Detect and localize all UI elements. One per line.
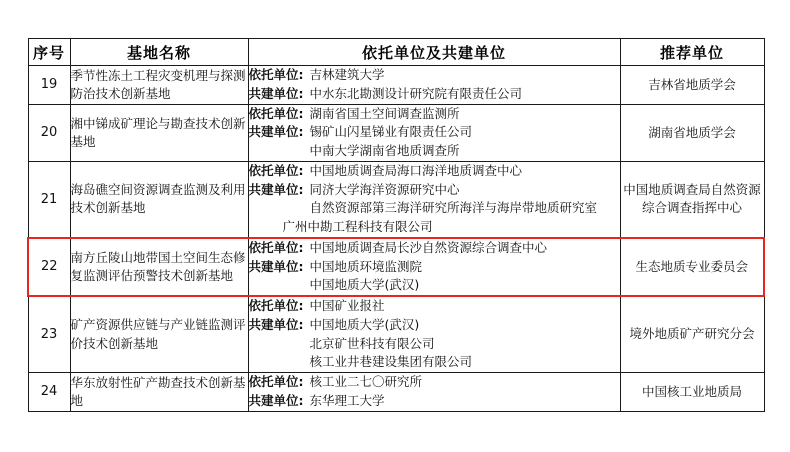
row-base-name: 矿产资源供应链与产业链监测评价技术创新基地: [70, 296, 248, 373]
cobuild-unit-value: 中国地质大学(武汉): [309, 316, 420, 332]
header-units: 依托单位及共建单位: [248, 39, 620, 66]
innovation-base-table: [27, 38, 765, 412]
cobuild-unit-value: 中国地质大学(武汉): [309, 277, 420, 293]
support-unit-values: [310, 162, 620, 181]
row-units: [248, 373, 620, 412]
cobuild-unit-value: 核工业井巷建设集团有限公司: [309, 354, 473, 370]
table-header-row: [28, 39, 764, 66]
row-base-name: 华东放射性矿产勘查技术创新基地: [70, 373, 248, 412]
support-unit-label: 依托单位:: [248, 67, 304, 82]
row-index: 23: [28, 296, 70, 373]
row-index: 21: [28, 161, 70, 238]
support-unit-values: [310, 297, 620, 316]
row-units: [248, 66, 620, 105]
row-units: [248, 104, 620, 161]
table-row: [28, 296, 764, 373]
cobuild-unit-value: 自然资源部第三海洋研究所海洋与海岸带地质研究室: [309, 200, 598, 216]
row-index: 19: [28, 66, 70, 105]
row-recommender: 中国核工业地质局: [620, 373, 764, 412]
cobuild-unit-values: [310, 123, 620, 161]
cobuild-unit-values: [310, 258, 620, 296]
support-unit-value: 中国地质调查局长沙自然资源综合调查中心: [309, 239, 548, 255]
support-unit-label: 依托单位:: [248, 374, 304, 389]
row-index: 20: [28, 104, 70, 161]
support-unit-value: 中国矿业报社: [309, 298, 385, 313]
support-unit-value: 核工业二七〇研究所: [309, 374, 423, 389]
support-unit-group: [249, 105, 620, 124]
cobuild-unit-group: [249, 181, 620, 219]
row-base-name: 海岛礁空间资源调查监测及利用技术创新基地: [70, 161, 248, 238]
header-index: 序号: [28, 39, 70, 66]
support-unit-group: [249, 66, 620, 85]
support-unit-label: 依托单位:: [248, 239, 304, 255]
table-row: [28, 161, 764, 238]
table-body: [28, 66, 764, 412]
row-recommender: 中国地质调查局自然资源综合调查指挥中心: [620, 161, 764, 238]
row-base-name: 季节性冻土工程灾变机理与探测防治技术创新基地: [70, 66, 248, 105]
support-unit-group: [249, 373, 620, 392]
support-unit-label: 依托单位:: [248, 298, 304, 313]
row-units: [248, 296, 620, 373]
cobuild-unit-value: 东华理工大学: [309, 392, 385, 408]
header-recommender: 推荐单位: [620, 39, 764, 66]
support-unit-label: 依托单位:: [248, 162, 304, 178]
cobuild-unit-group: [249, 85, 620, 104]
cobuild-unit-group: [249, 316, 620, 372]
support-unit-values: [310, 373, 620, 392]
cobuild-unit-group: [249, 123, 620, 161]
cobuild-unit-label: 共建单位:: [248, 316, 304, 332]
row-recommender: 吉林省地质学会: [620, 66, 764, 105]
cobuild-unit-value: 锡矿山闪星锑业有限责任公司: [309, 124, 473, 140]
cobuild-unit-values: [310, 392, 620, 411]
support-unit-value: 湖南省国土空间调查监测所: [309, 105, 460, 121]
header-base-name: 基地名称: [70, 39, 248, 66]
table-row-highlighted: [28, 238, 764, 296]
row-recommender: 湖南省地质学会: [620, 104, 764, 161]
cobuild-unit-label: 共建单位:: [248, 181, 304, 197]
table-row: [28, 373, 764, 412]
cobuild-unit-value: 同济大学海洋资源研究中心: [309, 181, 460, 197]
cobuild-unit-value: 中南大学湖南省地质调查所: [309, 143, 460, 158]
row-base-name: 湘中锑成矿理论与勘查技术创新基地: [70, 104, 248, 161]
cobuild-unit-values: [310, 85, 620, 104]
support-unit-values: [310, 105, 620, 124]
cobuild-unit-value: 中国地质环境监测院: [309, 258, 423, 274]
support-unit-value: 中国地质调查局海口海洋地质调查中心: [309, 162, 523, 178]
cobuild-unit-group: [249, 392, 620, 411]
row-units: [248, 238, 620, 296]
support-unit-values: [310, 66, 620, 85]
cobuild-unit-label: 共建单位:: [248, 392, 304, 408]
row-recommender: 生态地质专业委员会: [620, 238, 764, 296]
cobuild-unit-values: [310, 316, 620, 372]
cobuild-unit-value: 北京矿世科技有限公司: [309, 335, 435, 351]
table-row: [28, 104, 764, 161]
row-base-name: 南方丘陵山地带国土空间生态修复监测评估预警技术创新基地: [70, 238, 248, 296]
cobuild-unit-group: [249, 258, 620, 296]
row-units: [248, 161, 620, 238]
row-recommender: 境外地质矿产研究分会: [620, 296, 764, 373]
support-unit-group: [249, 239, 620, 258]
cobuild-unit-label: 共建单位:: [248, 124, 304, 140]
cobuild-unit-value: 中水东北勘测设计研究院有限责任公司: [309, 85, 523, 101]
table-row: [28, 66, 764, 105]
row-index: 22: [28, 238, 70, 296]
support-unit-label: 依托单位:: [248, 105, 304, 121]
cobuild-unit-values: [310, 181, 620, 219]
cobuild-unit-label: 共建单位:: [248, 258, 304, 274]
extra-unit-value: 广州中勘工程科技有限公司: [282, 219, 433, 234]
support-unit-values: [310, 239, 620, 258]
support-unit-value: 吉林建筑大学: [309, 67, 385, 82]
support-unit-group: [249, 162, 620, 181]
row-index: 24: [28, 373, 70, 412]
cobuild-unit-label: 共建单位:: [248, 85, 304, 101]
support-unit-group: [249, 297, 620, 316]
